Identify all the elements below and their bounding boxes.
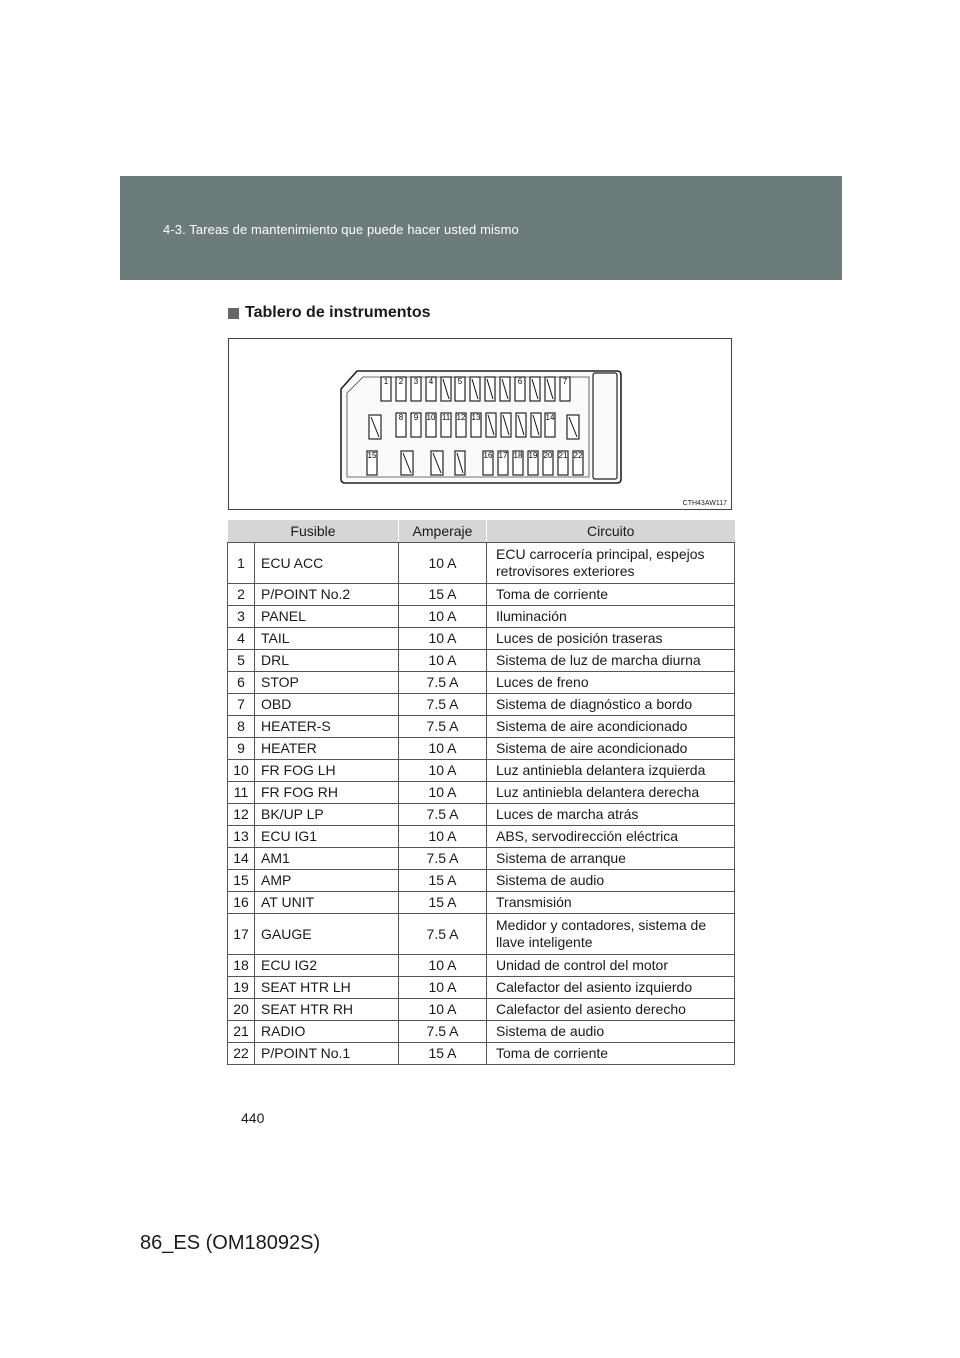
fuse-amperage: 10 A: [399, 977, 487, 999]
table-row: [228, 543, 735, 584]
table-row: [228, 760, 735, 782]
fuse-amperage: 10 A: [399, 999, 487, 1021]
fuse-amperage: 15 A: [399, 870, 487, 892]
fuse-name: OBD: [255, 694, 399, 716]
fuse-circuit: Sistema de audio: [487, 1021, 735, 1043]
table-row: [228, 804, 735, 826]
fuse-amperage: 10 A: [399, 650, 487, 672]
fuse-circuit: ABS, servodirección eléctrica: [487, 826, 735, 848]
fuse-label: 4: [428, 377, 434, 386]
fuse-amperage: 10 A: [399, 628, 487, 650]
table-row: [228, 716, 735, 738]
table-row: [228, 977, 735, 999]
fuse-number: 7: [228, 694, 255, 716]
fuse-circuit: Iluminación: [487, 606, 735, 628]
fuse-name: DRL: [255, 650, 399, 672]
fuse-label: 18: [513, 451, 523, 460]
fuse-number: 1: [228, 543, 255, 584]
figure-code: CTH43AW117: [682, 500, 727, 507]
fuse-number: 14: [228, 848, 255, 870]
fuse-number: 5: [228, 650, 255, 672]
fuse-name: PANEL: [255, 606, 399, 628]
fuse-name: FR FOG RH: [255, 782, 399, 804]
fuse-circuit: Sistema de aire acondicionado: [487, 738, 735, 760]
fuse-circuit: Luz antiniebla delantera izquierda: [487, 760, 735, 782]
fuse-amperage: 10 A: [399, 782, 487, 804]
fuse-box-diagram: [229, 339, 733, 511]
table-row: [228, 782, 735, 804]
fuse-number: 21: [228, 1021, 255, 1043]
fuse-name: ECU IG2: [255, 955, 399, 977]
fuse-amperage: 15 A: [399, 892, 487, 914]
section-title-text: Tablero de instrumentos: [245, 304, 431, 321]
fuse-circuit: Sistema de arranque: [487, 848, 735, 870]
fuse-name: AMP: [255, 870, 399, 892]
table-row: [228, 955, 735, 977]
fuse-name: STOP: [255, 672, 399, 694]
fuse-number: 9: [228, 738, 255, 760]
fuse-circuit: Medidor y contadores, sistema de llave inteligente: [487, 914, 735, 955]
fuse-circuit: Sistema de audio: [487, 870, 735, 892]
fuse-circuit: Luces de freno: [487, 672, 735, 694]
fuse-amperage: 10 A: [399, 738, 487, 760]
table-row: [228, 892, 735, 914]
fuse-number: 3: [228, 606, 255, 628]
fuse-name: HEATER-S: [255, 716, 399, 738]
fuse-label: 7: [562, 377, 568, 386]
fuse-name: ECU IG1: [255, 826, 399, 848]
fuse-label: 21: [558, 451, 568, 460]
fuse-amperage: 7.5 A: [399, 804, 487, 826]
fuse-table-header-row: [228, 520, 735, 543]
fuse-number: 2: [228, 584, 255, 606]
table-row: [228, 650, 735, 672]
fuse-name: HEATER: [255, 738, 399, 760]
fuse-number: 19: [228, 977, 255, 999]
fuse-circuit: Toma de corriente: [487, 1043, 735, 1065]
fuse-amperage: 10 A: [399, 826, 487, 848]
fuse-number: 20: [228, 999, 255, 1021]
table-row: [228, 606, 735, 628]
fuse-label: 16: [483, 451, 493, 460]
document-code: 86_ES (OM18092S): [140, 1232, 321, 1254]
fuse-number: 11: [228, 782, 255, 804]
fuse-table: [227, 520, 735, 1065]
fuse-box-figure: [228, 338, 732, 510]
fuse-name: P/POINT No.2: [255, 584, 399, 606]
fuse-name: GAUGE: [255, 914, 399, 955]
table-row: [228, 1021, 735, 1043]
header-circuito: Circuito: [487, 520, 735, 543]
table-row: [228, 672, 735, 694]
fuse-amperage: 10 A: [399, 760, 487, 782]
fuse-number: 13: [228, 826, 255, 848]
square-bullet-icon: [228, 308, 239, 319]
fuse-name: AT UNIT: [255, 892, 399, 914]
fuse-circuit: Luz antiniebla delantera derecha: [487, 782, 735, 804]
fuse-label: 22: [573, 451, 583, 460]
fuse-circuit: Toma de corriente: [487, 584, 735, 606]
fuse-circuit: Calefactor del asiento derecho: [487, 999, 735, 1021]
fuse-name: ECU ACC: [255, 543, 399, 584]
fuse-number: 15: [228, 870, 255, 892]
table-row: [228, 628, 735, 650]
table-row: [228, 826, 735, 848]
fuse-number: 18: [228, 955, 255, 977]
fuse-number: 12: [228, 804, 255, 826]
fuse-circuit: Luces de marcha atrás: [487, 804, 735, 826]
fuse-name: P/POINT No.1: [255, 1043, 399, 1065]
header-fusible: Fusible: [228, 520, 399, 543]
chapter-header-text: 4-3. Tareas de mantenimiento que puede hacer usted mismo: [163, 222, 519, 237]
fuse-amperage: 10 A: [399, 606, 487, 628]
table-row: [228, 738, 735, 760]
fuse-amperage: 7.5 A: [399, 694, 487, 716]
fuse-label: 13: [471, 413, 481, 422]
table-row: [228, 694, 735, 716]
fuse-circuit: Transmisión: [487, 892, 735, 914]
fuse-label: 2: [398, 377, 404, 386]
fuse-label: 3: [413, 377, 419, 386]
fuse-name: FR FOG LH: [255, 760, 399, 782]
fuse-name: BK/UP LP: [255, 804, 399, 826]
fuse-amperage: 15 A: [399, 1043, 487, 1065]
fuse-amperage: 7.5 A: [399, 1021, 487, 1043]
fuse-label: 15: [367, 451, 377, 460]
fuse-label: 6: [517, 377, 523, 386]
fuse-number: 16: [228, 892, 255, 914]
fuse-name: TAIL: [255, 628, 399, 650]
fuse-number: 4: [228, 628, 255, 650]
fuse-circuit: ECU carrocería principal, espejos retrovisores exteriores: [487, 543, 735, 584]
table-row: [228, 584, 735, 606]
fuse-circuit: Sistema de luz de marcha diurna: [487, 650, 735, 672]
fuse-label: 20: [543, 451, 553, 460]
fuse-label: 8: [398, 413, 404, 422]
fuse-amperage: 10 A: [399, 543, 487, 584]
fuse-label: 1: [383, 377, 389, 386]
fuse-number: 17: [228, 914, 255, 955]
fuse-amperage: 15 A: [399, 584, 487, 606]
fuse-circuit: Sistema de aire acondicionado: [487, 716, 735, 738]
fuse-circuit: Calefactor del asiento izquierdo: [487, 977, 735, 999]
fuse-circuit: Unidad de control del motor: [487, 955, 735, 977]
header-amperaje: Amperaje: [399, 520, 487, 543]
fuse-label: 14: [545, 413, 555, 422]
page-number: 440: [241, 1110, 265, 1126]
fuse-label: 12: [456, 413, 466, 422]
fuse-label: 11: [441, 413, 451, 422]
table-row: [228, 999, 735, 1021]
fuse-number: 22: [228, 1043, 255, 1065]
fuse-name: RADIO: [255, 1021, 399, 1043]
fuse-amperage: 7.5 A: [399, 914, 487, 955]
fuse-label: 17: [498, 451, 508, 460]
table-row: [228, 870, 735, 892]
fuse-amperage: 7.5 A: [399, 716, 487, 738]
fuse-name: SEAT HTR LH: [255, 977, 399, 999]
table-row: [228, 1043, 735, 1065]
fuse-label: 19: [528, 451, 538, 460]
section-title: [228, 304, 431, 322]
fuse-circuit: Sistema de diagnóstico a bordo: [487, 694, 735, 716]
fuse-circuit: Luces de posición traseras: [487, 628, 735, 650]
fuse-number: 10: [228, 760, 255, 782]
fuse-amperage: 10 A: [399, 955, 487, 977]
fuse-name: AM1: [255, 848, 399, 870]
fuse-number: 6: [228, 672, 255, 694]
fuse-amperage: 7.5 A: [399, 672, 487, 694]
fuse-number: 8: [228, 716, 255, 738]
fuse-label: 10: [426, 413, 436, 422]
table-row: [228, 848, 735, 870]
fuse-label: 9: [413, 413, 419, 422]
fuse-amperage: 7.5 A: [399, 848, 487, 870]
chapter-header-band: [120, 176, 842, 280]
table-row: [228, 914, 735, 955]
fuse-label: 5: [457, 377, 463, 386]
fuse-name: SEAT HTR RH: [255, 999, 399, 1021]
